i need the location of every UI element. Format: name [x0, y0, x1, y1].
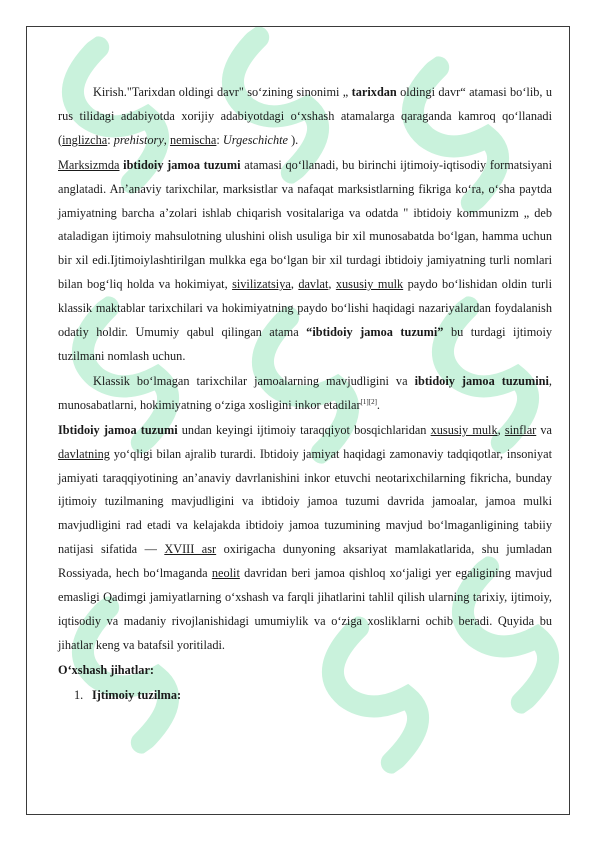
paragraph-classic: Klassik bo‘lmagan tarixchilar jamoalarning mavjudligini va ibtidoiy jamoa tuzumini, munosabatlarni, hokimiyatning o‘ziga xosligini inkor etadilar[1][2].	[58, 373, 552, 412]
list-number: 1.	[74, 687, 84, 702]
section-heading: O‘xshash jihatlar:	[58, 662, 154, 677]
link-xviii-asr[interactable]: XVIII asr	[164, 542, 217, 557]
link-neolit[interactable]: neolit	[211, 566, 240, 581]
link-davlat[interactable]: davlat	[298, 277, 329, 292]
list-label: Ijtimoiy tuzilma:	[92, 687, 182, 702]
link-sivilizatsiya[interactable]: sivilizatsiya	[232, 277, 291, 292]
paragraph-intro: Kirish."Tarixdan oldingi davr" so‘zining sinonimi „ tarixdan oldingi davr“ atamasi bo‘lib, u rus tilidagi adabiyotda xorijiy adabiyotdagi o‘xshash atamalarga qaraganda kamroq qo‘llanadi (inglizcha: prehistory, nemischa: Urgeschichte ).	[58, 85, 553, 147]
link-sinflar[interactable]: sinflar	[504, 422, 537, 437]
link-xususiy-mulk[interactable]: xususiy mulk	[335, 277, 404, 292]
list-item	[58, 684, 552, 708]
link-davlatning[interactable]: davlatning	[58, 446, 110, 461]
link-xususiy-mulk[interactable]: xususiy mulk	[430, 422, 498, 437]
document-body	[58, 81, 552, 709]
link-inglizcha[interactable]: inglizcha	[62, 132, 108, 147]
paragraph-marxism: Marksizmda ibtidoiy jamoa tuzumi atamasi qo‘llanadi, bu birinchi ijtimoiy-iqtisodiy formatsiyani anglatadi. An’anaviy tarixchilar, marksistlar va nafaqat marksistlarning fikriga ko‘ra, o‘sha paytda jamiyatning barcha a’zolari ishlab chiqarish vositalariga va odatda " ibtidoiy kommunizm „ deb ataladigan ijtimoiy mahsulotning ulushini olish usuliga bir xil munosabatda bo‘lgan, hamma uchun bir xil edi.Ijtimoiylashtirilgan mulkka ega bo‘lgan bir xil turdagi ibtidoiy jamiyatning turli nomlari bilan bog‘liq holda va hokimiyat, sivilizatsiya, davlat, xususiy mulk paydo bo‘lishidan oldin turli klassik maktablar tarixchilari va hokimiyatning paydo bo‘lishi haqidagi nazariyalardan foydalanish odatiy holdir. Umumiy qabul qilingan atama “ibtidoiy jamoa tuzumi” bu turdagi ijtimoiy tuzilmani nomlash uchun.	[58, 157, 553, 363]
link-marksizmda[interactable]: Marksizmda	[58, 157, 120, 172]
paragraph-primitive: Ibtidoiy jamoa tuzumi undan keyingi ijtimoiy taraqqiyot bosqichlaridan xususiy mulk, sinflar va davlatning yo‘qligi bilan ajralib turardi. Ibtidoiy jamiyat haqidagi zamonaviy tadqiqotlar, insoniyat jamiyati taraqqiyotining an’anaviy davrlanishini inkor etuvchi neotarixchilarning fikricha, bunday ijtimoiy tuzilmaning mavjudligini va ibtidoiy jamoa tuzumi davrida jamoalar, jamoa mulki mavjudligini rad etadi va kelajakda ibtidoiy jamoa tuzumining mavjud bo‘lmaganligining tabiiy natijasi sifatida — XVIII asr oxirigacha dunyoning aksariyat mamlakatlarida, shu jumladan Rossiyada, hech bo‘lmaganda neolit davridan beri jamoa qishloq xo‘jaligi yer egaligining mavjud emasligi Qadimgi jamiyatlarning o‘xshash va farqli jihatlarini tahlil qilish ularning tarixiy, ijtimoiy, iqtisodiy va madaniy rivojlanishidagi umumiylik va o‘ziga xosliklarni ochib beradi. Quyida bu jihatlar keng va batafsil yoritiladi.	[58, 422, 553, 652]
reference-link[interactable]: [1][2]	[360, 397, 377, 406]
term-bold: tarixdan	[351, 85, 397, 99]
link-nemischa[interactable]: nemischa	[169, 132, 217, 147]
